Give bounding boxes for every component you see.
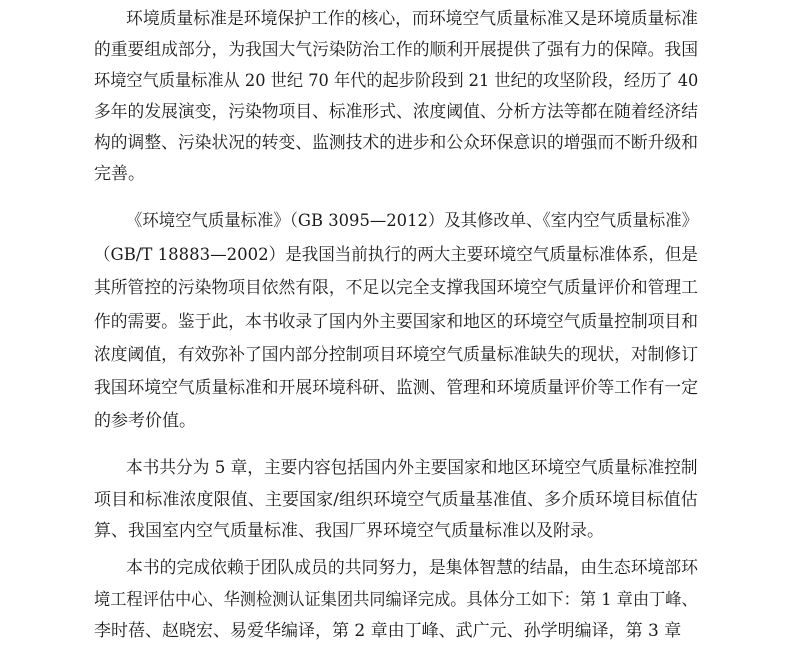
- paragraph-2-line-2: （GB/T 18883—2002）是我国当前执行的两大主要环境空气质量标准体系，但是: [94, 245, 698, 265]
- paragraph-4-line-1: 本书的完成依赖于团队成员的共同努力，是集体智慧的结晶，由生态环境部环: [126, 558, 698, 578]
- paragraph-2-line-7: 的参考价值。: [94, 411, 196, 431]
- paragraph-1-line-5: 构的调整、污染状况的转变、监测技术的进步和公众环保意识的增强而不断升级和: [94, 133, 698, 153]
- paragraph-1-line-6: 完善。: [94, 164, 145, 184]
- paragraph-2-line-6: 我国环境空气质量标准和开展环境科研、监测、管理和环境质量评价等工作有一定: [94, 378, 698, 398]
- paragraph-2-line-1: 《环境空气质量标准》（GB 3095—2012）及其修改单、《室内空气质量标准》: [126, 211, 698, 231]
- paragraph-4-line-2: 境工程评估中心、华测检测认证集团共同编译完成。具体分工如下：第 1 章由丁峰、: [94, 590, 698, 610]
- paragraph-1-line-2: 的重要组成部分，为我国大气污染防治工作的顺利开展提供了强有力的保障。我国: [94, 40, 698, 60]
- document-page: [94, 0, 698, 648]
- paragraph-2-line-5: 浓度阈值，有效弥补了国内部分控制项目环境空气质量标准缺失的现状，对制修订: [94, 345, 698, 365]
- paragraph-2-line-4: 作的需要。鉴于此，本书收录了国内外主要国家和地区的环境空气质量控制项目和: [94, 312, 698, 332]
- paragraph-4-line-3: 李时蓓、赵晓宏、易爱华编译，第 2 章由丁峰、武广元、孙学明编译，第 3 章: [94, 621, 682, 641]
- paragraph-1-line-3: 环境空气质量标准从 20 世纪 70 年代的起步阶段到 21 世纪的攻坚阶段，经历了 40: [94, 71, 698, 91]
- paragraph-3-line-3: 算、我国室内空气质量标准、我国厂界环境空气质量标准以及附录。: [94, 521, 604, 541]
- paragraph-1-line-4: 多年的发展演变，污染物项目、标准形式、浓度阈值、分析方法等都在随着经济结: [94, 102, 698, 122]
- paragraph-3-line-1: 本书共分为 5 章，主要内容包括国内外主要国家和地区环境空气质量标准控制: [126, 458, 698, 478]
- paragraph-2-line-3: 其所管控的污染物项目依然有限，不足以完全支撑我国环境空气质量评价和管理工: [94, 278, 698, 298]
- paragraph-3-line-2: 项目和标准浓度限值、主要国家/组织环境空气质量基准值、多介质环境目标值估: [94, 490, 698, 510]
- paragraph-1-line-1: 环境质量标准是环境保护工作的核心，而环境空气质量标准又是环境质量标准: [126, 9, 698, 29]
